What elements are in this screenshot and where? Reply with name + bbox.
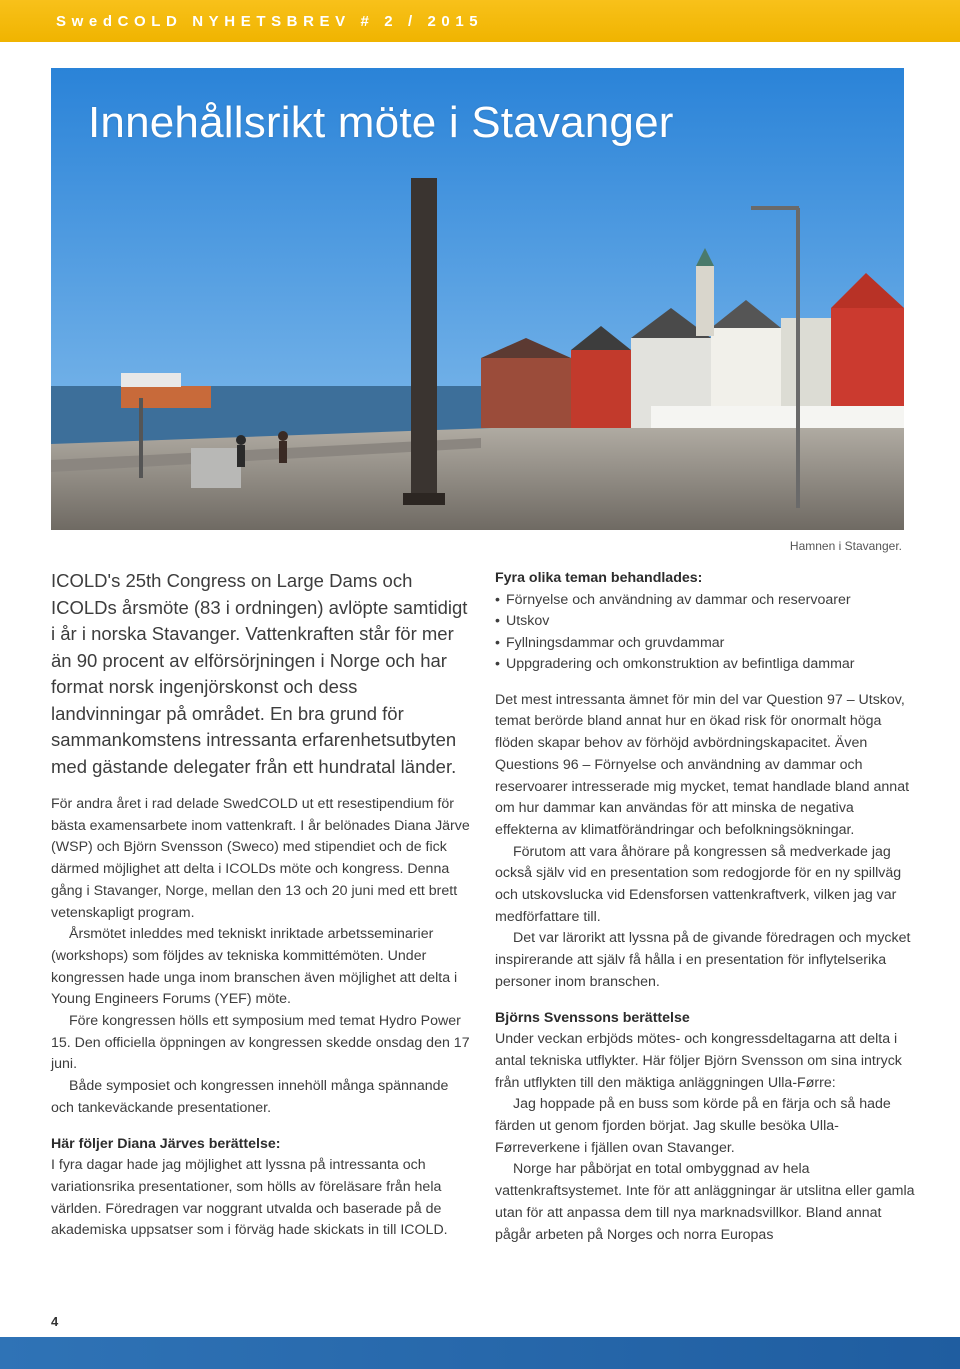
hero-photo bbox=[51, 68, 904, 530]
body-paragraph: Norge har påbörjat en total ombyggnad av hela vattenkraftsystemet. Inte för att anläggningar är utslitna eller gamla utan för att anpassa dem till nya marknadsvillkor. Bland annat pågår arbeten på Norges och norra Europas bbox=[495, 1161, 915, 1243]
intro-paragraph: ICOLD's 25th Congress on Large Dams och ICOLDs årsmöte (83 i ordningen) avlöpte samtidigt i år i norska Stavanger. Vattenkraften står för mer än 90 procent av elförsörjningen i Norge och har format norsk ingenjörskonst och dess landvinningar på området. En bra grund för sammankomstens intressanta erfarenhetsutbyten med gästande delegater från ett hundratal länder. bbox=[51, 570, 468, 777]
themes-list bbox=[495, 590, 915, 676]
newsletter-title: SwedCOLD NYHETSBREV # 2 / 2015 bbox=[56, 13, 484, 30]
body-paragraph: Både symposiet och kongressen innehöll många spännande och tankeväckande presentationer. bbox=[51, 1078, 449, 1116]
body-paragraph: Före kongressen hölls ett symposium med temat Hydro Power 15. Den officiella öppningen av kongressen skedde onsdag den 17 juni. bbox=[51, 1013, 470, 1073]
list-item: • Fyllningsdammar och gruvdammar bbox=[495, 633, 915, 655]
footer-bar bbox=[0, 1337, 960, 1369]
photo-caption: Hamnen i Stavanger. bbox=[789, 539, 902, 553]
body-paragraph: För andra året i rad delade SwedCOLD ut ett resestipendium för bästa examensarbete inom vattenkraft. I år belönades Diana Järve (WSP) och Björn Svensson (Sweco) med stipendiet och de fick därmed möjlighet att delta i ICOLDs möte och kongress. Denna gång i Stavanger, Norge, mellan den 13 och 20 juni med ett brett vetenskapligt program. bbox=[51, 796, 470, 921]
body-paragraph: Det mest intressanta ämnet för min del var Question 97 – Utskov, temat berörde bland annat hur en ökad risk för onormalt höga flöden skapar behov av förhöjd avbördningskapacitet. Även Questions 96 – Förnyelse och användning av dammar och reservoarer intresserade mig mycket, temat handlade bland annat om hur dammar kan användas för att minska de negativa effekterna av klimatförändringar och befolkningsökningar. bbox=[495, 691, 910, 838]
body-paragraph: Förutom att vara åhörare på kongressen så medverkade jag också själv vid en presentation som redogjorde för en ny spillväg och utskovslucka vid Edensforsen vattenkraftverk, vilken jag var medförfattare till. bbox=[495, 843, 902, 925]
list-item: • Utskov bbox=[495, 611, 915, 633]
section-heading: Här följer Diana Järves berättelse: bbox=[51, 1135, 281, 1152]
left-column bbox=[51, 568, 471, 1242]
body-paragraph: Det var lärorikt att lyssna på de givande föredragen och mycket inspirerande att själv få hålla i en presentation för inflytelserika personer inom branschen. bbox=[495, 930, 911, 990]
body-paragraph: Under veckan erbjöds mötes- och kongressdeltagarna att delta i antal tekniska utflykter. Här följer Björn Svensson om sina intryck från utflykten till den mäktiga anläggningen Ulla-Førre: bbox=[495, 1031, 902, 1091]
section-heading: Björns Svenssons berättelse bbox=[495, 1009, 690, 1026]
body-paragraph: Årsmötet inleddes med tekniskt inriktade arbetsseminarier (workshops) som följdes av tekniska kommittémöten. Under kongressen hade unga inom branschen även möjlighet att delta i Young Engineers Forums (YEF) möte. bbox=[51, 926, 458, 1008]
header-bar bbox=[0, 0, 960, 42]
body-paragraph: I fyra dagar hade jag möjlighet att lyssna på intressanta och variationsrika presentationer, som hölls av föreläsare från hela världen. Föredragen var noggrant utvalda och baserade på de akademiska uppsatser som i förväg hade skickats in till ICOLD. bbox=[51, 1157, 448, 1239]
list-item: • Uppgradering och omkonstruktion av befintliga dammar bbox=[495, 654, 915, 676]
body-paragraph: Jag hoppade på en buss som körde på en färja och så hade färden ut genom fjorden börjat. Jag skulle besöka Ulla-Førreverkene i fjällen ovan Stavanger. bbox=[495, 1096, 891, 1156]
right-column bbox=[495, 568, 915, 1246]
page-number: 4 bbox=[51, 1314, 59, 1329]
list-item: • Förnyelse och användning av dammar och reservoarer bbox=[495, 590, 915, 612]
article-headline: Innehållsrikt möte i Stavanger bbox=[88, 98, 674, 147]
section-heading: Fyra olika teman behandlades: bbox=[495, 570, 703, 586]
